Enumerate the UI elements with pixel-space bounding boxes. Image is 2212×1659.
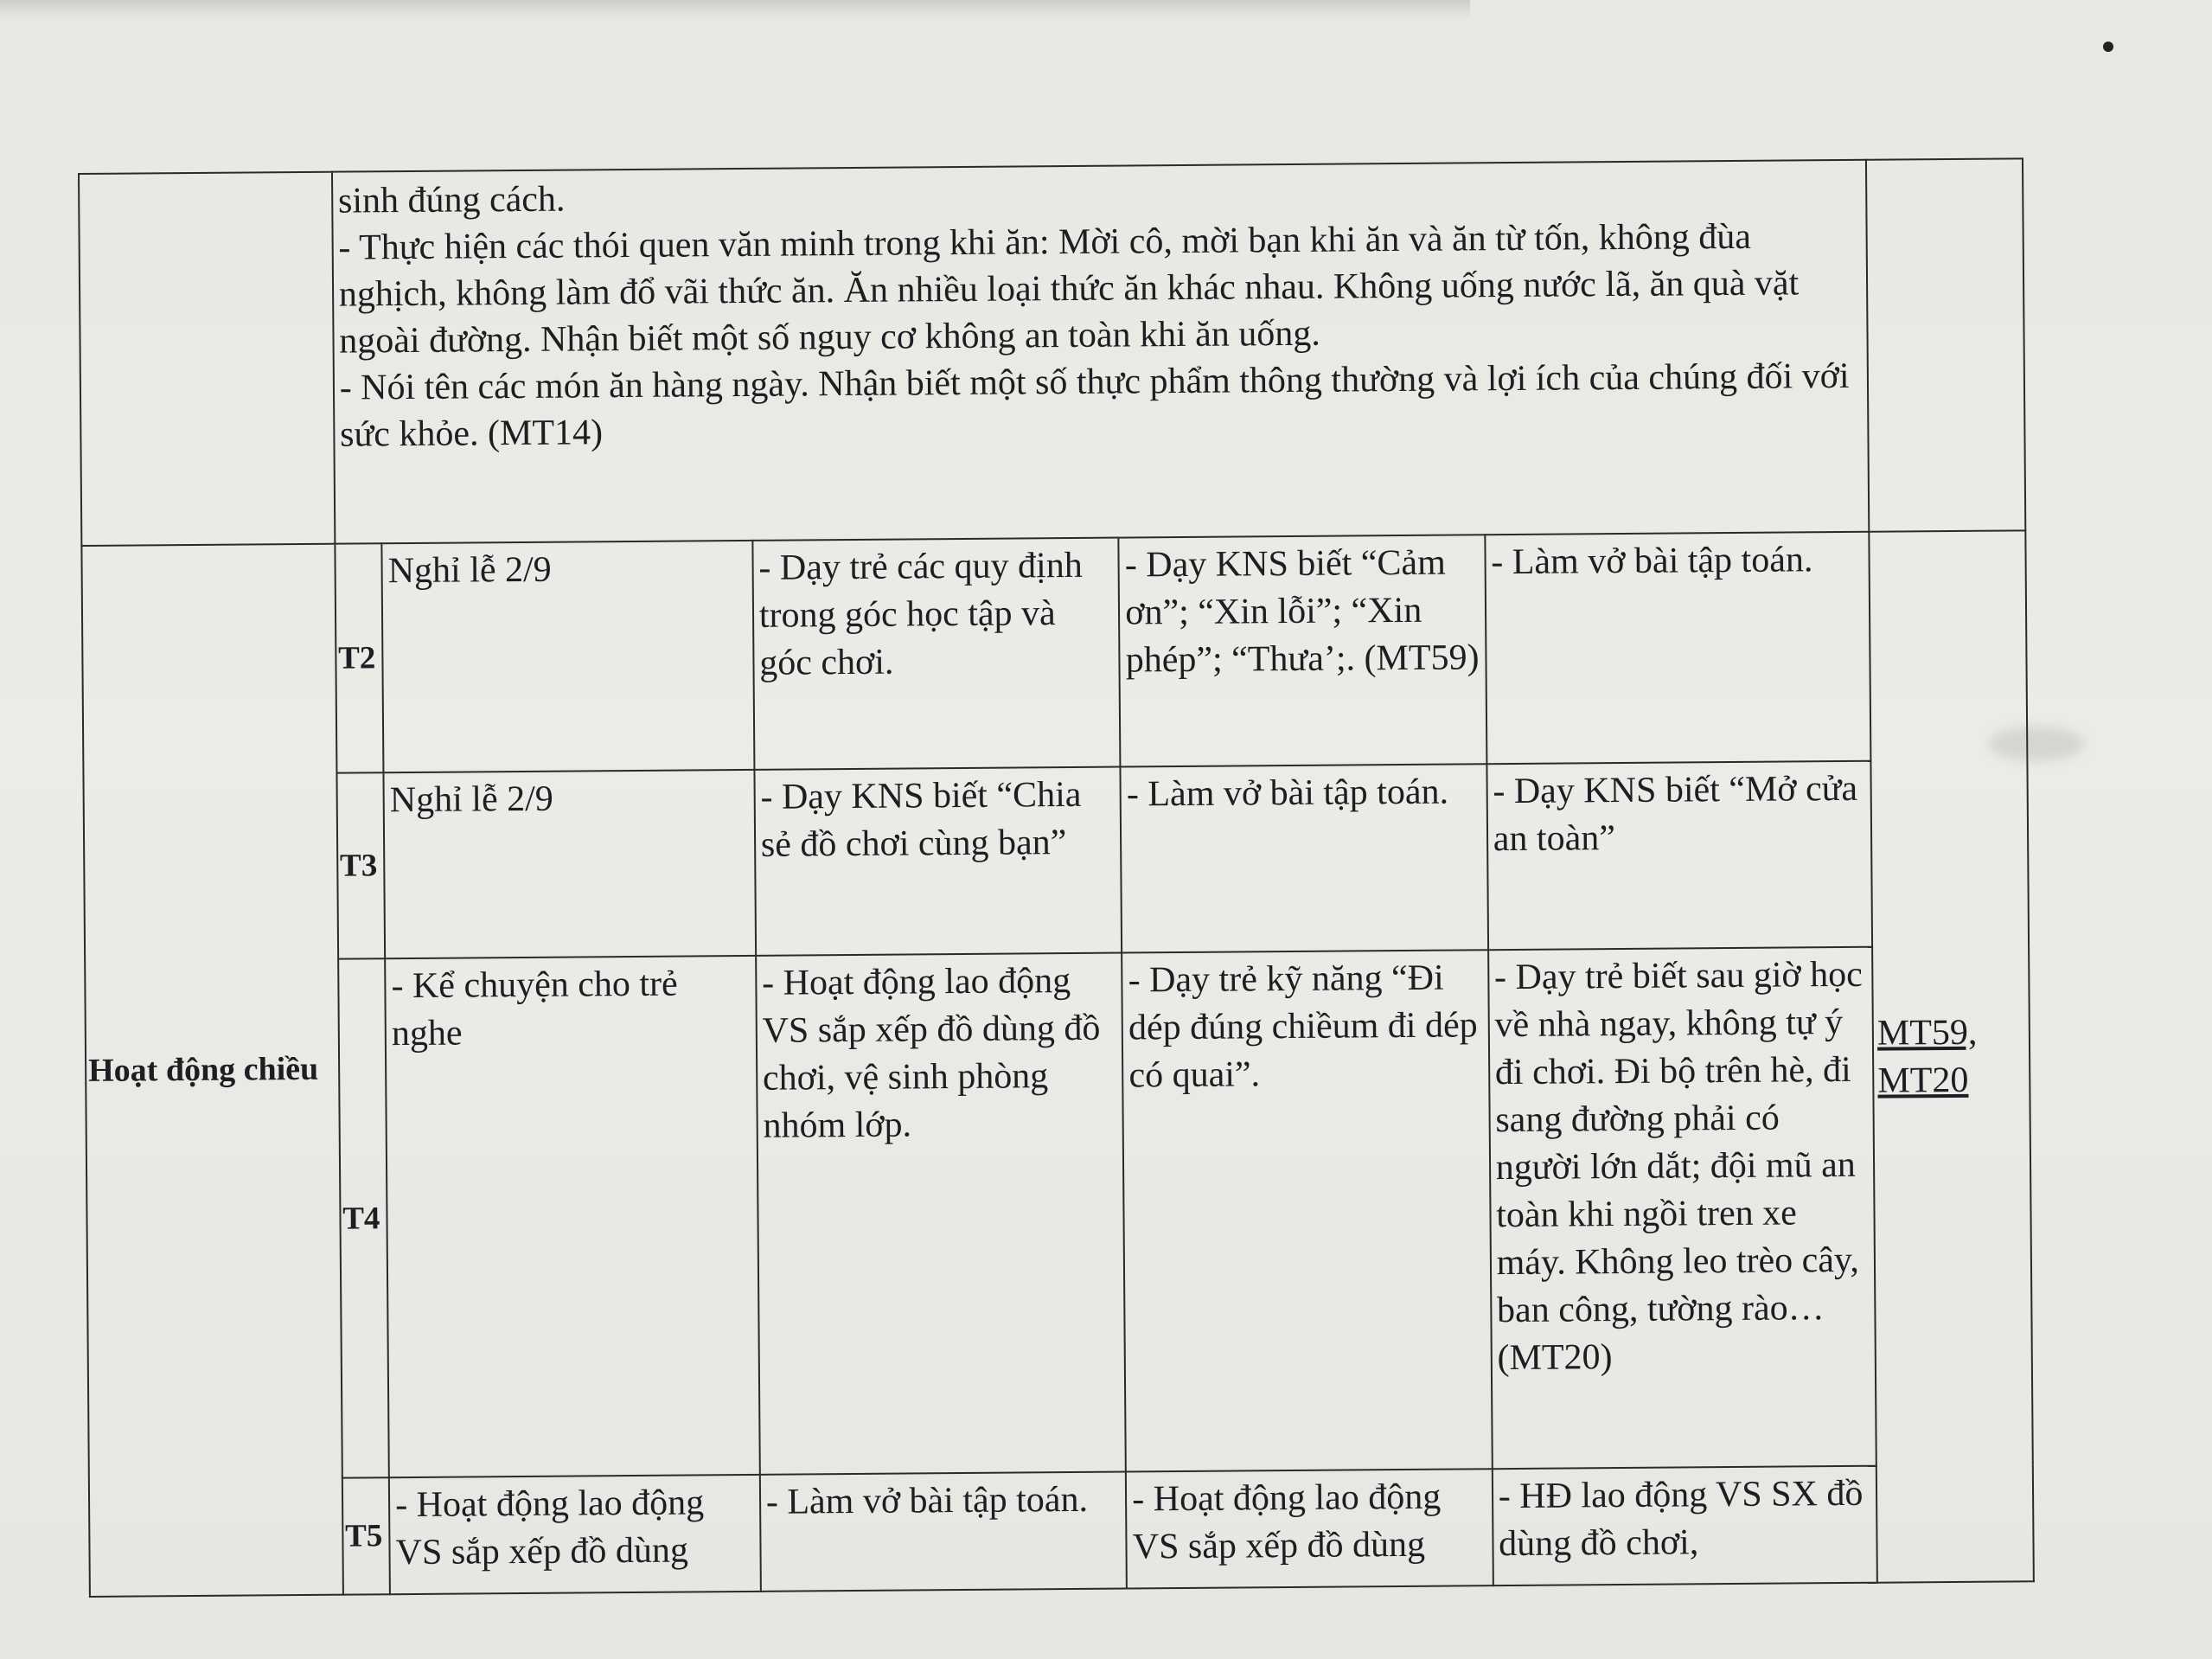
intro-blank-cell xyxy=(79,172,335,546)
cell-t4-4: - Dạy trẻ biết sau giờ học về nhà ngay, không tự ý đi chơi. Đi bộ trên hè, đi sang đường phải có người lớn dắt; đội mũ an toàn khi ngồi tren xe máy. Không leo trèo cây, ban công, tường rào… (MT20) xyxy=(1488,947,1876,1469)
ref-link-mt20[interactable]: MT20 xyxy=(1877,1060,1969,1101)
table-row-t2 xyxy=(81,530,2027,775)
table-row-t3 xyxy=(83,759,2029,961)
cell-t3-2: - Dạy KNS biết “Chia sẻ đồ chơi cùng bạn” xyxy=(754,767,1122,956)
intro-line-1: sinh đúng cách. xyxy=(337,179,566,221)
plan-table-container xyxy=(78,157,2035,1596)
cell-t4-1: - Kể chuyện cho trẻ nghe xyxy=(385,956,759,1477)
day-label-t3: T3 xyxy=(336,772,385,958)
intro-text-cell xyxy=(332,160,1870,544)
cell-t2-3: - Dạy KNS biết “Cảm ơn”; “Xin lỗi”; “Xin phép”; “Thưa’;. (MT59) xyxy=(1119,535,1487,766)
cell-t2-1: Nghỉ lễ 2/9 xyxy=(381,541,754,772)
cell-t4-2: - Hoạt động lao động VS sắp xếp đồ dùng đồ chơi, vệ sinh phòng nhóm lớp. xyxy=(756,953,1126,1475)
day-label-t2: T2 xyxy=(335,543,383,772)
cell-t2-2: - Dạy trẻ các quy định trong góc học tập và góc chơi. xyxy=(752,538,1121,770)
activity-plan-table xyxy=(78,157,2035,1598)
section-label: Hoạt động chiều xyxy=(81,544,342,1597)
cell-t3-3: - Làm vở bài tập toán. xyxy=(1121,764,1488,952)
ref-cell xyxy=(1869,530,2033,1582)
cell-t2-4: - Làm vở bài tập toán. xyxy=(1485,532,1870,764)
cell-t5-3: - Hoạt động lao động VS sắp xếp đồ dùng xyxy=(1126,1469,1493,1588)
day-label-t5: T5 xyxy=(342,1477,390,1594)
cell-t5-1: - Hoạt động lao động VS sắp xếp đồ dùng xyxy=(389,1475,761,1594)
intro-line-3: - Nói tên các món ăn hàng ngày. Nhận biết một số thực phẩm thông thường và lợi ích của chúng đối với sức khỏe. (MT14) xyxy=(339,356,1850,455)
ref-link-mt59[interactable]: MT59, xyxy=(1876,1012,1978,1054)
cell-t3-4: - Dạy KNS biết “Mở cửa an toàn” xyxy=(1486,761,1872,950)
cell-t3-1: Nghỉ lễ 2/9 xyxy=(384,770,756,958)
cell-t5-2: - Làm vở bài tập toán. xyxy=(760,1472,1128,1592)
intro-ref-cell xyxy=(1866,158,2025,531)
intro-line-2: - Thực hiện các thói quen văn minh trong khi ăn: Mời cô, mời bạn khi ăn và ăn từ tốn, không đùa nghịch, không làm đổ vãi thức ăn. Ăn nhiều loại thức ăn khác nhau. Không uống nước lã, ăn quà vặt ngoài đường. Nhận biết một số nguy cơ không an toàn khi ăn uống. xyxy=(338,216,1800,362)
day-label-t4: T4 xyxy=(338,958,389,1477)
cell-t5-4: - HĐ lao động VS SX đồ dùng đồ chơi, xyxy=(1493,1466,1877,1585)
page-edge-shadow xyxy=(0,0,1470,19)
table-row-t4 xyxy=(85,945,2033,1480)
table-row-t5 xyxy=(89,1464,2034,1597)
intro-row xyxy=(79,158,2025,546)
ink-dot xyxy=(2103,42,2113,52)
cell-t4-3: - Dạy trẻ kỹ năng “Đi dép đúng chiềum đi dép có quai”. xyxy=(1122,950,1492,1471)
